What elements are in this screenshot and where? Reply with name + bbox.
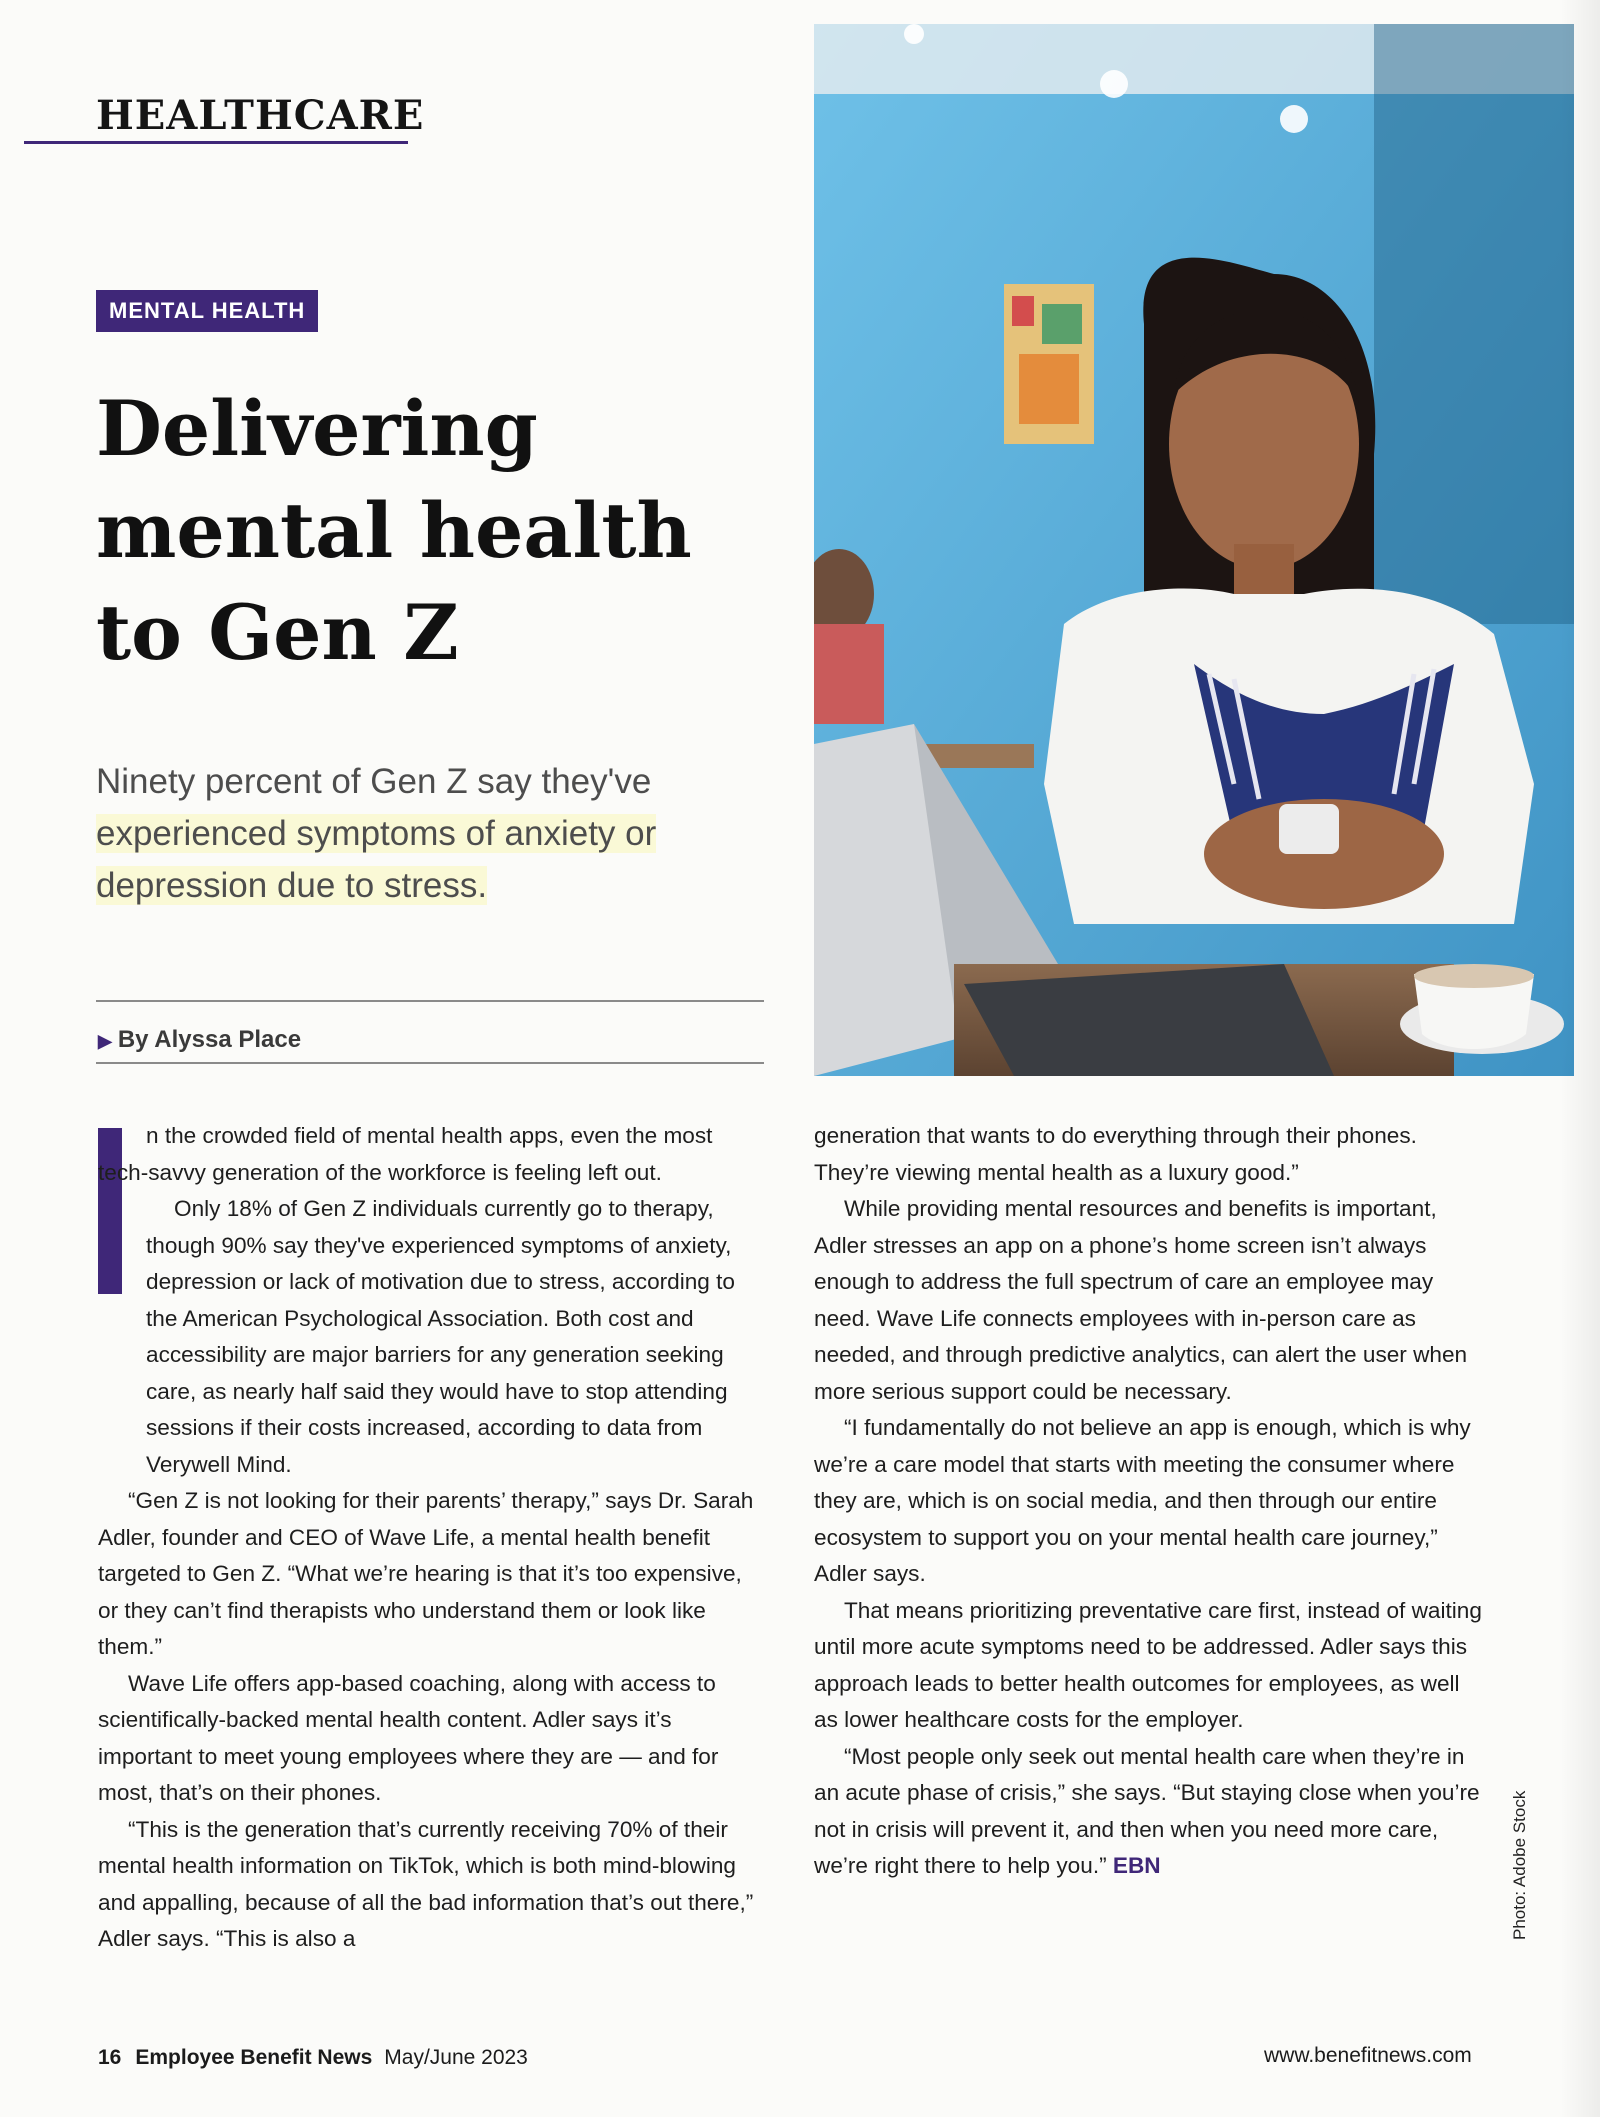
publication-name: Employee Benefit News <box>135 2046 373 2069</box>
page-number: 16 <box>98 2046 122 2069</box>
article-column-right <box>814 1118 1482 1885</box>
category-tag: MENTAL HEALTH <box>96 290 318 332</box>
footer-folio <box>98 2046 528 2070</box>
headline-line-3: to Gen Z <box>96 588 459 677</box>
headline-line-1: Delivering <box>96 384 538 473</box>
byline-rule-top <box>96 1000 764 1002</box>
headline-line-2: mental health <box>96 486 692 575</box>
section-label: HEALTHCARE <box>96 92 425 139</box>
article-paragraph-9 <box>814 1739 1482 1885</box>
article-paragraph-8: That means prioritizing preventative care first, instead of waiting until more acute symptoms need to be addressed. Adler says this approach leads to better health outcomes for employees, as well as lower healthcare costs for the employer. <box>814 1597 1482 1732</box>
deck <box>96 756 726 912</box>
play-triangle-icon: ▶ <box>98 1031 112 1051</box>
footer-url[interactable]: www.benefitnews.com <box>1264 2044 1472 2067</box>
byline-rule-bottom <box>96 1062 764 1064</box>
issue-date: May/June 2023 <box>384 2046 528 2069</box>
article-paragraph-7: “I fundamentally do not believe an app is enough, which is why we’re a care model that starts with meeting the consumer where they are, which is on social media, and then through our entire ecosystem to support you on your mental health care journey,” Adler says. <box>814 1415 1471 1586</box>
article-column-left <box>98 1118 766 1958</box>
deck-line-1: Ninety percent of Gen Z say they've <box>96 762 652 801</box>
byline-text: By Alyssa Place <box>117 1026 302 1053</box>
article-paragraph-1-text: n the crowded field of mental health apps, even the most tech-savvy generation of the workforce is feeling left out. <box>98 1123 713 1185</box>
photo-credit: Photo: Adobe Stock <box>1510 1790 1529 1940</box>
article-paragraph-2: Only 18% of Gen Z individuals currently go to therapy, though 90% say they've experienced symptoms of anxiety, depression or lack of motivation due to stress, according to the American Psychological Association. Both cost and accessibility are major barriers for any generation seeking care, as nearly half said they would have to stop attending sessions if their costs increased, according to data from Verywell Mind. <box>146 1196 735 1477</box>
article-paragraph-9-text: “Most people only seek out mental health care when they’re in an acute phase of crisis,” she says. “But staying close when you’re not in crisis will prevent it, and then when you need more care, we’re right there to help you.” <box>814 1743 1480 1878</box>
article-paragraph-5-continued: generation that wants to do everything through their phones. They’re viewing mental health as a luxury good.” <box>814 1123 1417 1185</box>
section-rule <box>24 141 408 144</box>
article-paragraph-6: While providing mental resources and benefits is important, Adler stresses an app on a phone’s home screen isn’t always enough to address the full spectrum of care an employee may need. Wave Life connects employees with in-person care as needed, and through predictive analytics, can alert the user when more serious support could be necessary. <box>814 1196 1468 1404</box>
article-paragraph-3: “Gen Z is not looking for their parents’ therapy,” says Dr. Sarah Adler, founder and CEO of Wave Life, a mental health benefit targeted to Gen Z. “What we’re hearing is that it’s too expensive, or they can’t find therapists who understand them or look like them.” <box>98 1488 754 1659</box>
photo-illustration <box>814 24 1574 1076</box>
article-paragraph-5: “This is the generation that’s currently receiving 70% of their mental health information on TikTok, which is both mind-blowing and appalling, because of all the bad information that’s out there,” Adler says. “This is also a <box>98 1816 754 1951</box>
headline <box>96 378 776 684</box>
article-paragraph-4: Wave Life offers app-based coaching, along with access to scientifically-backed mental health content. Adler says it’s important to meet young employees where they are — and for most, that’s on their phones. <box>98 1670 719 1805</box>
deck-line-3: depression due to stress. <box>96 866 488 905</box>
deck-line-2: experienced symptoms of anxiety or <box>96 814 657 853</box>
end-sign: EBN <box>1112 1853 1161 1878</box>
byline <box>98 1026 301 1054</box>
article-photo <box>814 24 1574 1076</box>
page-binding-shadow <box>1560 0 1600 2117</box>
article-paragraph-1 <box>98 1118 766 1191</box>
